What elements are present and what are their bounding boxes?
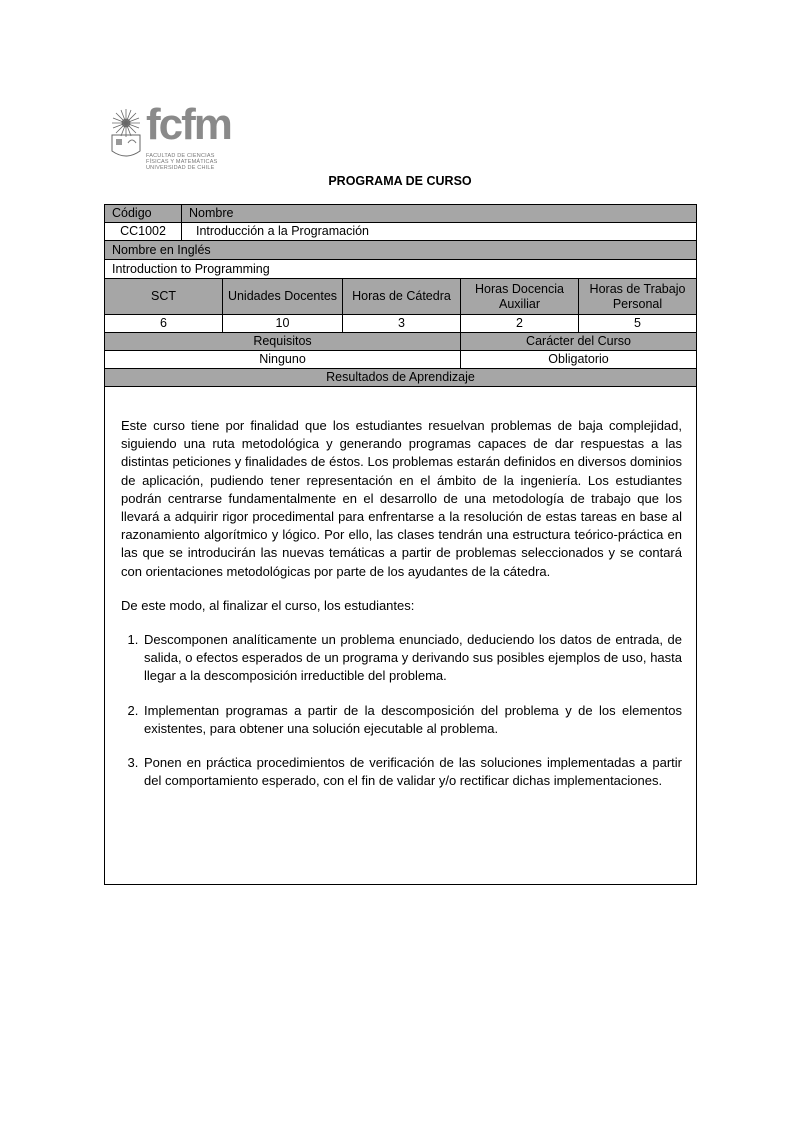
horas-catedra-value: 3 [343, 315, 461, 332]
requisitos-header-row [105, 333, 696, 351]
nombre-value: Introducción a la Programación [196, 224, 370, 238]
nombre-label: Nombre [189, 206, 234, 220]
logo-subtitle: FACULTAD DE CIENCIAS FÍSICAS Y MATEMÁTICAS UNIVERSIDAD DE CHILE [146, 153, 218, 171]
list-item: 3. Ponen en práctica procedimientos de verificación de las soluciones implementadas a partir del comportamiento esperado, con el fin de validar y/o rectificar dichas implementaciones. [142, 754, 682, 790]
codigo-value: CC1002 [105, 223, 182, 240]
codigo-label: Código [105, 205, 182, 222]
page-title: PROGRAMA DE CURSO [328, 174, 472, 188]
resultados-header-row [105, 369, 696, 387]
lead-paragraph: De este modo, al finalizar el curso, los estudiantes: [121, 597, 415, 613]
fcfm-logo: fcfm [146, 100, 231, 149]
hours-values-row [105, 315, 696, 333]
resultados-label: Resultados de Aprendizaje [326, 370, 475, 384]
caracter-label: Carácter del Curso [526, 334, 631, 348]
horas-trabajo-personal-value: 5 [634, 316, 641, 330]
header-row-codigo [105, 205, 696, 223]
outcomes-list [121, 631, 682, 790]
sct-value: 6 [105, 315, 223, 332]
sct-header: SCT [105, 279, 223, 314]
horas-catedra-header: Horas de Cátedra [343, 279, 461, 314]
horas-docencia-auxiliar-value: 2 [461, 315, 579, 332]
list-item: 2. Implementan programas a partir de la descomposición del problema y de los elementos existentes, para obtener una solución ejecutable al problema. [142, 702, 682, 738]
nombre-ingles-label: Nombre en Inglés [112, 242, 211, 257]
hours-header-row [105, 279, 696, 315]
learning-outcomes-text [121, 417, 682, 806]
unidades-docentes-header: Unidades Docentes [223, 279, 343, 314]
horas-trabajo-personal-header: Horas de Trabajo Personal [589, 281, 686, 311]
nombre-ingles-header [105, 241, 696, 260]
unidades-docentes-value: 10 [223, 315, 343, 332]
requisitos-row [105, 351, 696, 369]
course-table [104, 204, 697, 885]
intro-paragraph: Este curso tiene por finalidad que los estudiantes resuelvan problemas de baja complejidad, siguiendo una ruta metodológica y generando programas capaces de dar respuestas a las distintas peticiones y finalidades de éstos. Los problemas estarán definidos en diversos dominios de aplicación, pudiendo tener representación en el ámbito de la ingeniería. Los estudiantes podrán centrarse fundamentalmente en el desarrollo de una metodología de trabajo que los llevará a adquirir rigor procedimental para enfrentarse a la resolución de estas tareas en base al razonamiento algorítmico y lógico. Por ello, las clases tendrán una estructura teórico-práctica en las que se introducirán las nuevas temáticas a partir de problemas seleccionados y se contará con orientaciones metodológicas por parte de los ayudantes de la cátedra. [121, 418, 682, 579]
codigo-row [105, 223, 696, 241]
caracter-value: Obligatorio [548, 352, 609, 366]
nombre-ingles-value: Introduction to Programming [112, 261, 270, 276]
requisitos-value: Ninguno [105, 351, 461, 368]
list-item: 1. Descomponen analíticamente un problema enunciado, deduciendo los datos de entrada, de salida, o efectos esperados de un programa y derivando sus posibles ejemplos de uso, hasta llegar a la descomposición irreductible del problema. [142, 631, 682, 686]
requisitos-label: Requisitos [105, 333, 461, 350]
nombre-ingles-row [105, 260, 696, 279]
horas-docencia-auxiliar-header: Horas Docencia Auxiliar [461, 279, 579, 314]
